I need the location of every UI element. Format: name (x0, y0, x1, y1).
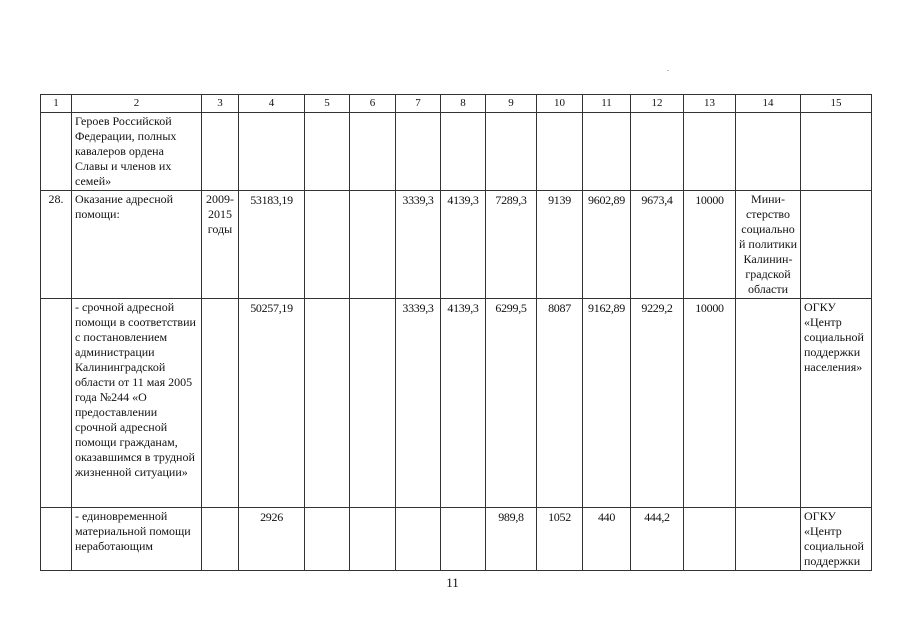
program-table (40, 94, 872, 571)
value-cell-6 (350, 508, 396, 571)
value-cell-8: 4139,3 (441, 299, 486, 508)
value-cell-5 (305, 191, 350, 299)
value-cell-9: 989,8 (486, 508, 537, 571)
value-cell-11 (583, 113, 631, 191)
period-cell (202, 299, 239, 508)
header-cell-11: 11 (583, 95, 631, 113)
value-cell-5 (305, 508, 350, 571)
header-cell-6: 6 (350, 95, 396, 113)
value-cell-8 (441, 113, 486, 191)
responsible-cell (736, 299, 801, 508)
value-cell-4: 50257,19 (239, 299, 305, 508)
table-row (41, 508, 872, 571)
header-cell-13: 13 (684, 95, 736, 113)
value-cell-9: 6299,5 (486, 299, 537, 508)
period-cell (202, 113, 239, 191)
header-cell-8: 8 (441, 95, 486, 113)
table-row (41, 113, 872, 191)
value-cell-5 (305, 299, 350, 508)
responsible-cell (736, 508, 801, 571)
header-cell-3: 3 (202, 95, 239, 113)
value-cell-8: 4139,3 (441, 191, 486, 299)
value-cell-4: 53183,19 (239, 191, 305, 299)
value-cell-13: 10000 (684, 191, 736, 299)
value-cell-7: 3339,3 (396, 191, 441, 299)
page-number: 11 (446, 575, 459, 590)
header-cell-7: 7 (396, 95, 441, 113)
executor-cell: ОГКУ «Центр социальной поддержки (801, 508, 872, 571)
value-cell-6 (350, 191, 396, 299)
measure-name-cell: Оказание адресной помощи: (72, 191, 202, 299)
value-cell-10: 9139 (537, 191, 583, 299)
value-cell-7 (396, 113, 441, 191)
period-cell (202, 508, 239, 571)
header-cell-5: 5 (305, 95, 350, 113)
header-cell-9: 9 (486, 95, 537, 113)
value-cell-12: 444,2 (631, 508, 684, 571)
measure-name-cell: - срочной адресной помощи в соответствии с постановлением администрации Калининградской области от 11 мая 2005 года №244 «О предоставлении срочной адресной помощи гражданам, оказавшимся в трудной жизненной ситуации» (72, 299, 202, 508)
executor-cell (801, 113, 872, 191)
row-number-cell (41, 299, 72, 508)
row-number-cell (41, 113, 72, 191)
value-cell-7: 3339,3 (396, 299, 441, 508)
value-cell-11: 9162,89 (583, 299, 631, 508)
executor-cell (801, 191, 872, 299)
value-cell-11: 440 (583, 508, 631, 571)
value-cell-12: 9229,2 (631, 299, 684, 508)
value-cell-4: 2926 (239, 508, 305, 571)
row-number-cell: 28. (41, 191, 72, 299)
value-cell-12 (631, 113, 684, 191)
value-cell-6 (350, 299, 396, 508)
value-cell-12: 9673,4 (631, 191, 684, 299)
row-number-cell (41, 508, 72, 571)
responsible-cell: Мини-стерство социальной политики Калинин-градской области (736, 191, 801, 299)
value-cell-10: 1052 (537, 508, 583, 571)
table-row (41, 299, 872, 508)
header-cell-2: 2 (72, 95, 202, 113)
measure-name-cell: Героев Российской Федерации, полных кавалеров ордена Славы и членов их семей» (72, 113, 202, 191)
executor-cell: ОГКУ «Центр социальной поддержки населения» (801, 299, 872, 508)
header-cell-10: 10 (537, 95, 583, 113)
value-cell-10: 8087 (537, 299, 583, 508)
value-cell-10 (537, 113, 583, 191)
table-row (41, 191, 872, 299)
period-cell: 2009-2015 годы (202, 191, 239, 299)
value-cell-6 (350, 113, 396, 191)
value-cell-9 (486, 113, 537, 191)
header-cell-12: 12 (631, 95, 684, 113)
value-cell-8 (441, 508, 486, 571)
measure-name-cell: - единовременной материальной помощи неработающим (72, 508, 202, 571)
value-cell-4 (239, 113, 305, 191)
header-cell-15: 15 (801, 95, 872, 113)
value-cell-9: 7289,3 (486, 191, 537, 299)
value-cell-5 (305, 113, 350, 191)
header-cell-1: 1 (41, 95, 72, 113)
scan-speck (667, 70, 669, 71)
value-cell-11: 9602,89 (583, 191, 631, 299)
responsible-cell (736, 113, 801, 191)
value-cell-13: 10000 (684, 299, 736, 508)
value-cell-13 (684, 508, 736, 571)
value-cell-13 (684, 113, 736, 191)
value-cell-7 (396, 508, 441, 571)
header-cell-14: 14 (736, 95, 801, 113)
header-cell-4: 4 (239, 95, 305, 113)
column-number-row (41, 95, 872, 113)
